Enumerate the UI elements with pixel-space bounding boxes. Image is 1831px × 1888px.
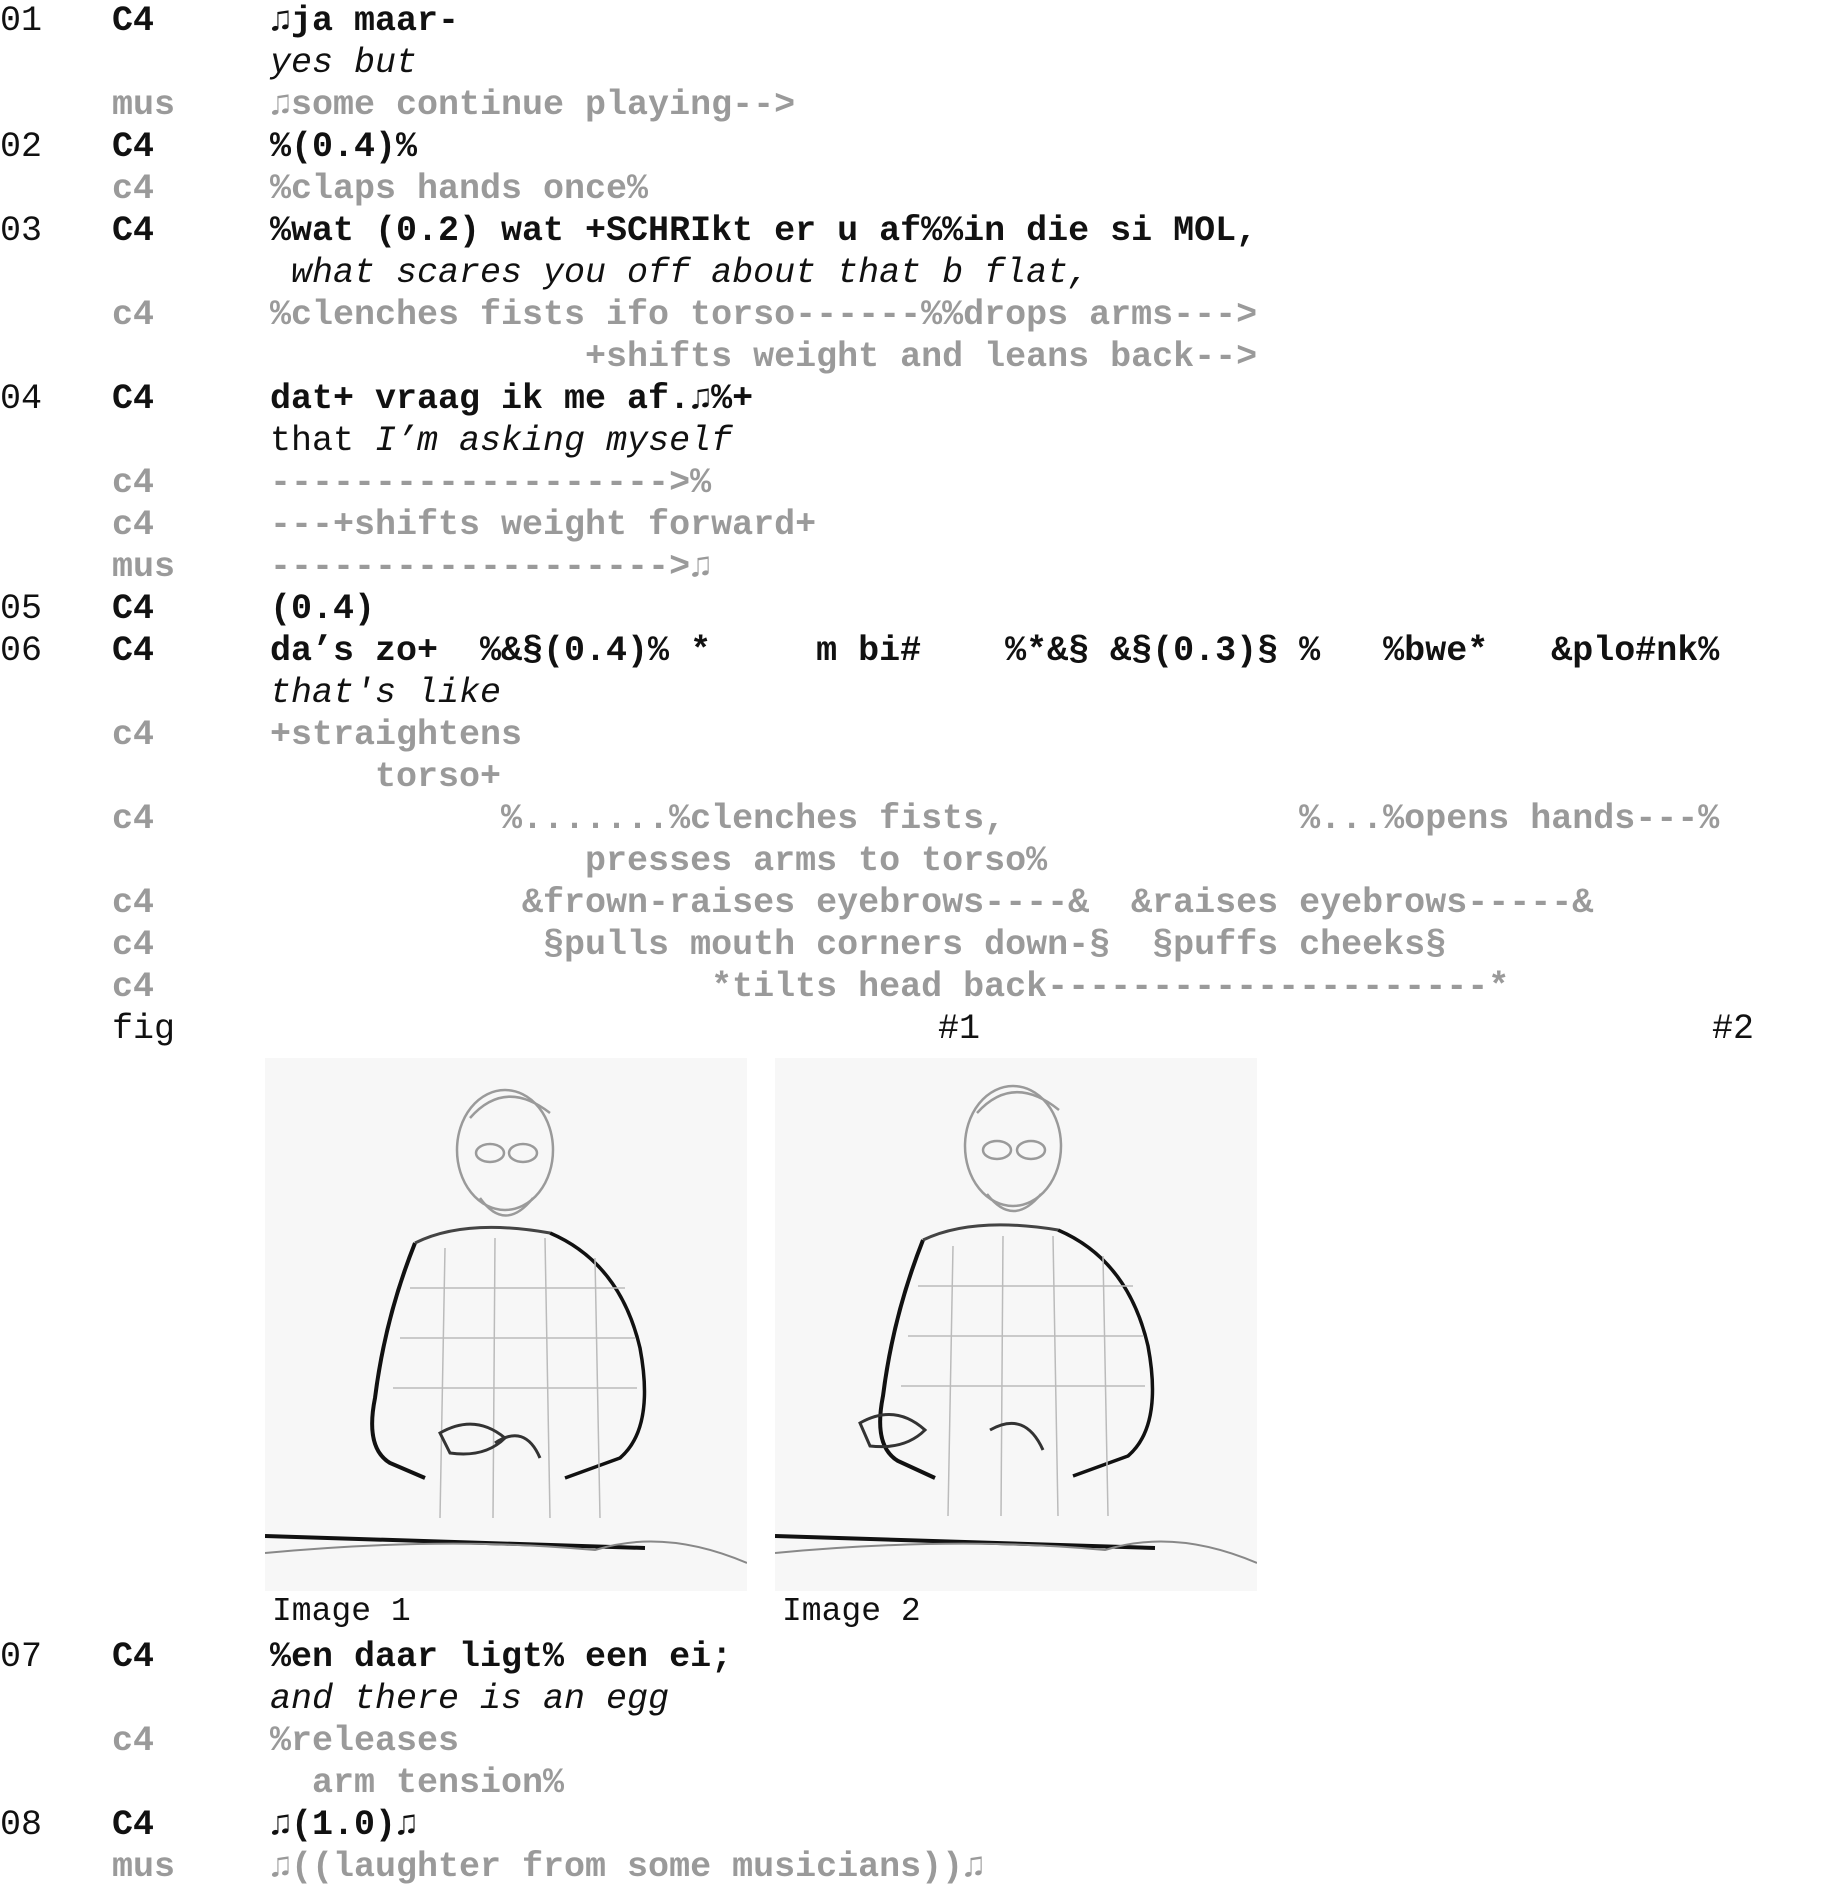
utterance: %wat (0.2) wat +SCHRIkt er u af%%in die si MOL,: [270, 211, 1258, 251]
tier-label: c4: [112, 925, 155, 965]
tier-label: mus: [112, 547, 176, 587]
gesture-annotation: §pulls mouth corners down-§ §puffs cheeks§: [270, 925, 1447, 965]
translation-part: that: [270, 421, 376, 461]
figure-image-2: [775, 1058, 1257, 1591]
tier-label: mus: [112, 85, 176, 125]
line-number: 01: [0, 1, 43, 41]
figure-tier-label: fig: [112, 1009, 176, 1049]
utterance: da’s zo+ %&§(0.4)% * m bi# %*&§ &§(0.3)§ % %bwe* &plo#nk%: [270, 631, 1720, 671]
translation: that's like: [270, 673, 502, 713]
utterance: dat+ vraag ik me af.♫%+: [270, 379, 754, 419]
speaker-label: C4: [112, 127, 155, 167]
gesture-annotation: ---+shifts weight forward+: [270, 505, 817, 545]
person-sketch-icon: [265, 1058, 747, 1591]
tier-label: c4: [112, 799, 155, 839]
figure-marker: #2: [1712, 1009, 1755, 1049]
tier-label: c4: [112, 505, 155, 545]
speaker-label: C4: [112, 1805, 155, 1845]
gesture-annotation: &frown-raises eyebrows----& &raises eyebrows-----&: [270, 883, 1594, 923]
line-number: 04: [0, 379, 43, 419]
speaker-label: C4: [112, 1, 155, 41]
utterance: %(0.4)%: [270, 127, 418, 167]
music-annotation: ♫some continue playing-->: [270, 85, 796, 125]
tier-label: c4: [112, 967, 155, 1007]
gesture-annotation: ------------------->%: [270, 463, 712, 503]
gesture-annotation: %clenches fists ifo torso------%%drops arms--->: [270, 295, 1258, 335]
line-number: 07: [0, 1637, 43, 1677]
figure-image-1: [265, 1058, 747, 1591]
gesture-annotation: %.......%clenches fists, %...%opens hands---%: [270, 799, 1720, 839]
speaker-label: C4: [112, 211, 155, 251]
gesture-annotation: +straightens: [270, 715, 523, 755]
speaker-label: C4: [112, 589, 155, 629]
line-number: 03: [0, 211, 43, 251]
utterance: (0.4): [270, 589, 376, 629]
line-number: 08: [0, 1805, 43, 1845]
speaker-label: C4: [112, 1637, 155, 1677]
figure-caption: Image 2: [782, 1593, 921, 1630]
translation-part: I’m asking myself: [375, 421, 733, 461]
speaker-label: C4: [112, 631, 155, 671]
utterance: ♫ja maar-: [270, 1, 460, 41]
gesture-annotation: %releases: [270, 1721, 460, 1761]
figure-caption: Image 1: [272, 1593, 411, 1630]
translation: and there is an egg: [270, 1679, 670, 1719]
line-number: 05: [0, 589, 43, 629]
tier-label: c4: [112, 715, 155, 755]
tier-label: mus: [112, 1847, 176, 1887]
translation: [270, 420, 732, 462]
tier-label: c4: [112, 295, 155, 335]
figure-marker: #1: [938, 1009, 981, 1049]
tier-label: c4: [112, 463, 155, 503]
music-annotation: ------------------->♫: [270, 547, 712, 587]
gesture-annotation: %claps hands once%: [270, 169, 649, 209]
gesture-annotation: arm tension%: [270, 1763, 565, 1803]
line-number: 02: [0, 127, 43, 167]
person-sketch-icon: [775, 1058, 1257, 1591]
line-number: 06: [0, 631, 43, 671]
tier-label: c4: [112, 169, 155, 209]
speaker-label: C4: [112, 379, 155, 419]
translation: what scares you off about that b flat,: [270, 253, 1090, 293]
gesture-annotation: presses arms to torso%: [270, 841, 1048, 881]
gesture-annotation: *tilts head back---------------------*: [270, 967, 1510, 1007]
tier-label: c4: [112, 883, 155, 923]
tier-label: c4: [112, 1721, 155, 1761]
gesture-annotation: +shifts weight and leans back-->: [270, 337, 1258, 377]
gesture-annotation: torso+: [270, 757, 502, 797]
translation: yes but: [270, 43, 418, 83]
music-annotation: ♫((laughter from some musicians))♫: [270, 1847, 985, 1887]
utterance: ♫(1.0)♫: [270, 1805, 418, 1845]
utterance: %en daar ligt% een ei;: [270, 1637, 733, 1677]
